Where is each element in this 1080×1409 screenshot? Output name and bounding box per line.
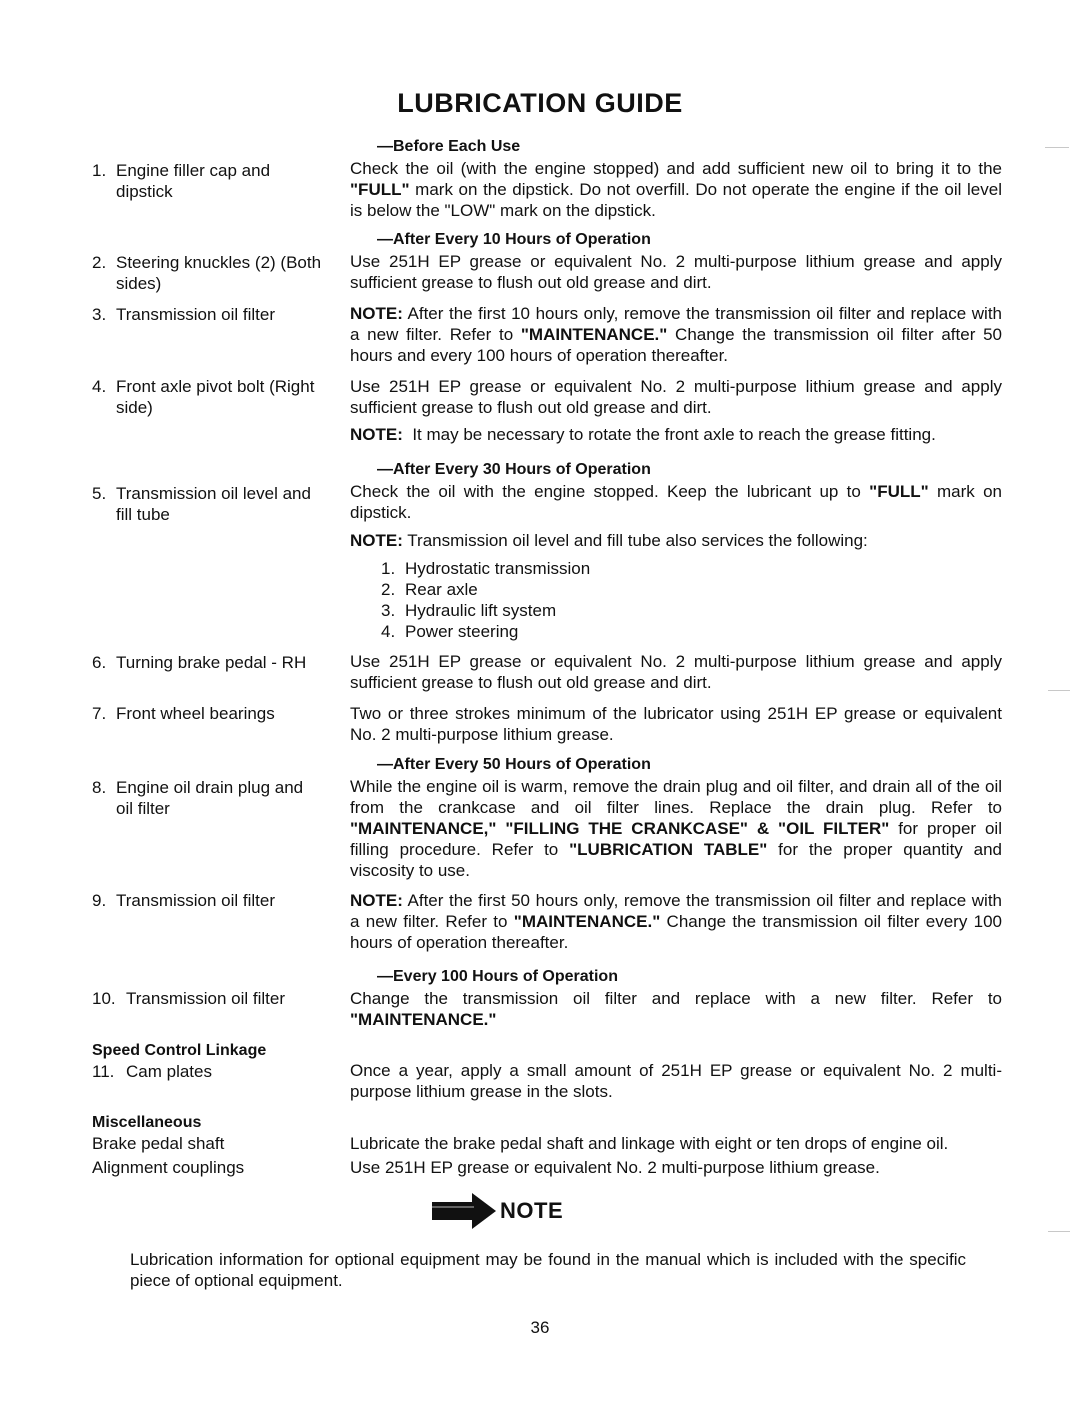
note-label: NOTE — [500, 1198, 564, 1223]
speed-control-section — [92, 1040, 322, 1082]
item-number: 10. — [92, 989, 116, 1008]
note-50-hours: NOTE: After the first 50 hours only, remove the transmission oil filter and replace with a new filter. Refer to "MAINTENANCE." Change the transmission oil filter every 100 hours of operation thereafter. — [350, 891, 1002, 952]
note-front-axle: NOTE: It may be necessary to rotate the front axle to reach the grease fitting. — [350, 425, 936, 444]
para-before-each-use: Check the oil (with the engine stopped) and add sufficient new oil to bring it to the "FULL" mark on the dipstick. Do not overfill. Do not operate the engine if the oil level is below the "LOW" mark on the dipstick. — [350, 159, 1002, 220]
item-label: Turning brake pedal - RH — [116, 653, 307, 672]
miscellaneous-section — [92, 1112, 322, 1178]
heading-after-50-hours: —After Every 50 Hours of Operation — [377, 756, 651, 773]
item-label: Transmission oil filter — [116, 891, 276, 910]
para-wheel-bearings: Two or three strokes minimum of the lubricator using 251H EP grease or equivalent No. 2 multi-purpose lithium grease. — [350, 704, 1002, 744]
scan-artifact — [1048, 690, 1070, 691]
section-heading: Miscellaneous — [92, 1114, 202, 1131]
para-100-hours: Change the transmission oil filter and replace with a new filter. Refer to "MAINTENANCE." — [350, 989, 1002, 1029]
bottom-note-text: Lubrication information for optional equipment may be found in the manual which is included with the specific piece of optional equipment. — [130, 1250, 966, 1290]
list-item: 1. Hydrostatic transmission — [381, 559, 591, 578]
left-item-3 — [92, 304, 322, 325]
item-number: 2. — [92, 253, 107, 272]
scan-artifact — [1048, 1231, 1070, 1232]
note-10-hours: NOTE: After the first 10 hours only, remove the transmission oil filter and replace with a new filter. Refer to "MAINTENANCE." Change the transmission oil filter after 50 hours and every 100 hours of operation thereafter. — [350, 304, 1002, 365]
heading-after-30-hours: —After Every 30 Hours of Operation — [377, 461, 651, 478]
item-label: Transmission oil filter — [126, 989, 286, 1008]
heading-before-each-use: —Before Each Use — [377, 138, 521, 155]
note-30-hours: NOTE: Transmission oil level and fill tube also services the following: — [350, 531, 868, 550]
item-number: 11. — [92, 1062, 115, 1081]
para-30-hours: Check the oil with the engine stopped. Keep the lubricant up to "FULL" mark on dipstick. — [350, 482, 1002, 522]
heading-every-100-hours: —Every 100 Hours of Operation — [377, 968, 618, 985]
left-item-2 — [92, 252, 322, 294]
scan-artifact — [1045, 147, 1069, 148]
item-number: 3. — [92, 305, 107, 324]
list-item: 3. Hydraulic lift system — [381, 601, 557, 620]
item-label: Front axle pivot bolt (Right side) — [116, 377, 315, 417]
list-item: 4. Power steering — [381, 622, 519, 641]
heading-after-10-hours: —After Every 10 Hours of Operation — [377, 231, 651, 248]
para-brake-pedal-grease: Use 251H EP grease or equivalent No. 2 multi-purpose lithium grease and apply sufficient grease to flush out old grease and dirt. — [350, 652, 1002, 692]
left-item-6 — [92, 652, 322, 673]
arrow-right-icon — [432, 1193, 496, 1229]
list-item: 2. Rear axle — [381, 580, 478, 599]
item-number: 6. — [92, 653, 107, 672]
item-number: 5. — [92, 484, 107, 503]
para-brake-pedal-shaft: Lubricate the brake pedal shaft and linkage with eight or ten drops of engine oil. — [350, 1134, 949, 1153]
left-item-10 — [92, 988, 322, 1009]
para-axle-grease: Use 251H EP grease or equivalent No. 2 multi-purpose lithium grease and apply sufficient grease to flush out old grease and dirt. — [350, 377, 1002, 417]
item-number: 4. — [92, 377, 107, 396]
item-label: Transmission oil filter — [116, 305, 276, 324]
left-item-9 — [92, 890, 322, 911]
item-label: Engine filler cap and dipstick — [116, 161, 271, 201]
para-alignment-couplings: Use 251H EP grease or equivalent No. 2 multi-purpose lithium grease. — [350, 1158, 880, 1177]
services-list — [381, 558, 590, 642]
item-label: Front wheel bearings — [116, 704, 275, 723]
page-title: LUBRICATION GUIDE — [397, 88, 683, 118]
item-number: 7. — [92, 704, 107, 723]
left-item-7 — [92, 703, 322, 724]
item-label: Steering knuckles (2) (Both sides) — [116, 253, 322, 293]
left-item-1 — [92, 160, 322, 202]
page-number: 36 — [530, 1318, 550, 1337]
para-10-hours-grease: Use 251H EP grease or equivalent No. 2 multi-purpose lithium grease and apply sufficient grease to flush out old grease and dirt. — [350, 252, 1002, 292]
para-cam-plates: Once a year, apply a small amount of 251H EP grease or equivalent No. 2 multi-purpose lithium grease in the slots. — [350, 1061, 1002, 1101]
item-number: 8. — [92, 778, 107, 797]
item-label: Transmission oil level and fill tube — [116, 484, 311, 524]
misc-item: Alignment couplings — [92, 1158, 245, 1177]
item-label: Engine oil drain plug and oil filter — [116, 778, 304, 818]
section-heading: Speed Control Linkage — [92, 1042, 267, 1059]
item-label: Cam plates — [126, 1062, 212, 1081]
left-item-5 — [92, 483, 322, 525]
note-callout — [432, 1193, 563, 1229]
left-item-4 — [92, 376, 322, 418]
left-item-8 — [92, 777, 322, 819]
item-number: 1. — [92, 161, 107, 180]
misc-item: Brake pedal shaft — [92, 1134, 225, 1153]
para-50-hours: While the engine oil is warm, remove the drain plug and oil filter, and drain all of the oil from the crankcase and oil filter lines. Replace the drain plug. Refer to "MAINTENANCE," "FILLING THE CRANKCASE" & "OIL FILTER" for proper oil filling procedure. Refer to "LUBRICATION TABLE" for the proper quantity and viscosity to use. — [350, 777, 1003, 880]
item-number: 9. — [92, 891, 107, 910]
